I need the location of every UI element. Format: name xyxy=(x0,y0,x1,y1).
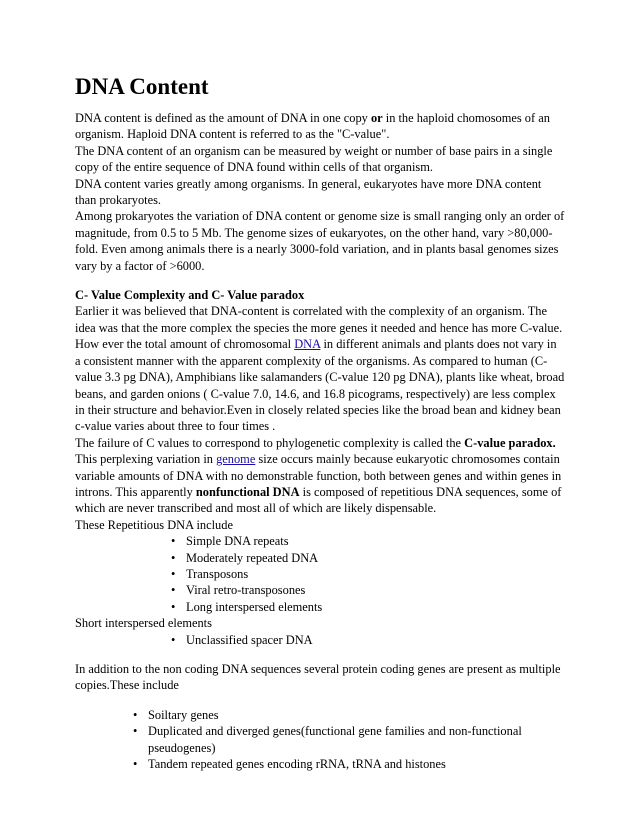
spacer xyxy=(75,694,565,707)
list-item: • Soiltary genes xyxy=(75,707,565,723)
dna-link[interactable]: DNA xyxy=(294,337,321,352)
intro-paragraph-1 xyxy=(75,110,565,143)
section-text-3c: size occurs mainly because eukaryotic chromosomes contain variable amounts of DNA with no demonstrable function, both between genes and within genes in introns. This apparently xyxy=(75,452,562,499)
section-text-3b: This perplexing variation in xyxy=(75,452,217,467)
section-paragraph-3 xyxy=(75,435,565,517)
section-text-2a: How ever the total amount of chromosomal xyxy=(75,337,295,352)
list-item: • Duplicated and diverged genes(functional gene families and non-functional pseudogenes) xyxy=(75,723,565,756)
genome-link[interactable]: genome xyxy=(216,452,256,467)
repetitious-intro: These Repetitious DNA include xyxy=(75,517,233,532)
list-item: • Simple DNA repeats xyxy=(75,533,565,549)
page-title: DNA Content xyxy=(75,74,209,99)
repetitious-list xyxy=(75,533,565,615)
short-interspersed-label: Short interspersed elements xyxy=(75,616,212,631)
list-item: • Moderately repeated DNA xyxy=(75,550,565,566)
short-interspersed-list xyxy=(75,632,565,648)
list-item: • Viral retro-transposones xyxy=(75,582,565,598)
coding-genes-list xyxy=(75,707,565,773)
c-value-paradox-term: C-value paradox. xyxy=(464,435,556,450)
section-paragraph-1: Earlier it was believed that DNA-content is correlated with the complexity of an organism. The idea was that the more complex the species the more genes it needed and hence has more C-value. xyxy=(75,304,563,335)
intro-paragraph-3: DNA content varies greatly among organisms. In general, eukaryotes have more DNA content than prokaryotes. xyxy=(75,176,542,208)
list-item: • Long interspersed elements xyxy=(75,599,565,615)
intro-bold-or: or xyxy=(370,111,383,125)
intro-paragraph-4: Among prokaryotes the variation of DNA content or genome size is small ranging only an order of magnitude, from 0.5 to 5 Mb. The genome sizes of eukaryotes, on the other hand, vary >80,000-fold. Even among animals there is a nearly 3000-fold variation, and in plants basal genomes sizes vary by a factor of >6000. xyxy=(75,209,565,273)
spacer xyxy=(75,274,565,287)
nonfunctional-dna-term: nonfunctional DNA xyxy=(195,484,300,499)
intro-text-1b: in the haploid chomosomes of an organism. Haploid DNA content is referred to as the "C-value". xyxy=(75,111,550,142)
coding-intro: In addition to the non coding DNA sequences several protein coding genes are present as multiple copies.These include xyxy=(75,662,561,693)
intro-text-1a: DNA content is defined as the amount of DNA in one copy xyxy=(75,111,371,125)
section-text-3d: is composed of repetitious DNA sequences, some of which are never transcribed and most all of which are likely dispensable. xyxy=(75,484,562,516)
section-text-3a: The failure of C values to correspond to phylogenetic complexity is called the xyxy=(75,435,465,450)
spacer xyxy=(75,648,565,661)
section-text-2b: in different animals and plants does not vary in a consistent manner with the apparent complexity of the organisms. As compared to human (C-value 3.3 pg DNA), Amphibians like salamanders (C-value 120 pg DNA), plants like wheat, broad beans, and garden onions ( C-value 7.0, 14.6, and 16.8 picograms, respectively) are less complex in their structure and behavior.Even in closely related species like the broad bean and kidney bean c-value varies about three to four times . xyxy=(75,337,565,434)
section-paragraph-2 xyxy=(75,336,565,434)
list-item: • Unclassified spacer DNA xyxy=(75,632,565,648)
section-heading: C- Value Complexity and C- Value paradox xyxy=(75,288,305,303)
list-item: • Transposons xyxy=(75,566,565,582)
intro-paragraph-2: The DNA content of an organism can be measured by weight or number of base pairs in a single copy of the entire sequence of DNA found within cells of that organism. xyxy=(75,143,553,175)
document-body xyxy=(75,72,565,772)
list-item: • Tandem repeated genes encoding rRNA, tRNA and histones xyxy=(75,756,565,772)
